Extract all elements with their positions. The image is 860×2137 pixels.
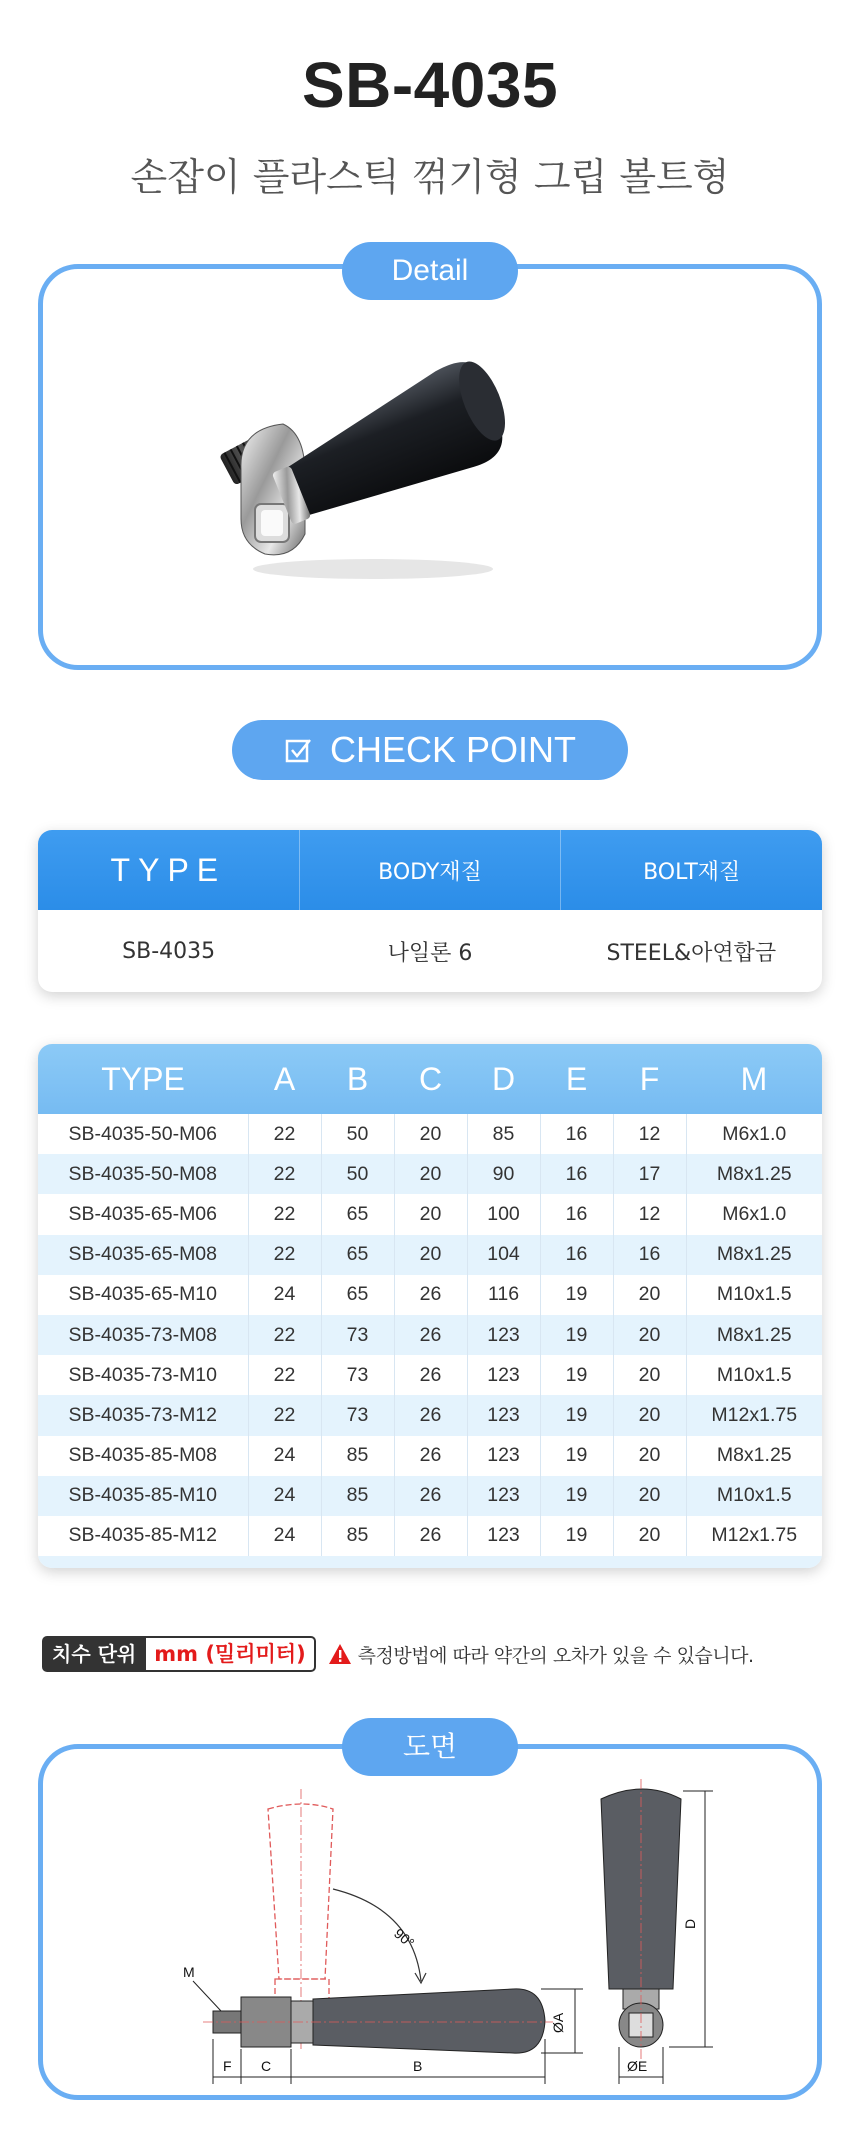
drawing-frame xyxy=(38,1744,822,2100)
spec-header-e: E xyxy=(540,1044,613,1114)
table-cell: 26 xyxy=(394,1275,467,1315)
check-point-label: CHECK POINT xyxy=(329,729,577,770)
table-cell: 20 xyxy=(394,1194,467,1234)
spec-header-f: F xyxy=(613,1044,686,1114)
material-bolt: STEEL&아연합금 xyxy=(606,940,777,966)
technical-drawing xyxy=(43,1749,817,2095)
table-cell: 26 xyxy=(394,1355,467,1395)
table-cell: 26 xyxy=(394,1476,467,1516)
product-image xyxy=(43,269,817,665)
table-cell: SB-4035-85-M08 xyxy=(38,1436,248,1476)
table-row xyxy=(38,1275,822,1315)
table-cell: M8x1.25 xyxy=(686,1235,822,1275)
table-cell: 16 xyxy=(540,1235,613,1275)
material-header-bolt: BOLT재질 xyxy=(560,830,822,910)
table-cell: M10x1.5 xyxy=(716,1363,792,1386)
table-cell: 100 xyxy=(467,1194,540,1234)
table-cell: M6x1.0 xyxy=(722,1202,787,1225)
table-cell: 73 xyxy=(321,1355,394,1395)
table-cell: 85 xyxy=(321,1436,394,1476)
table-cell: 12 xyxy=(613,1114,686,1154)
table-cell: 123 xyxy=(467,1436,540,1476)
table-cell: M10x1.5 xyxy=(686,1476,822,1516)
table-cell: SB-4035-50-M06 xyxy=(38,1114,248,1154)
table-cell: 17 xyxy=(613,1154,686,1194)
table-cell: 85 xyxy=(321,1516,394,1556)
table-row xyxy=(38,1476,822,1516)
table-cell: 19 xyxy=(540,1395,613,1435)
material-type: SB-4035 xyxy=(122,938,216,964)
table-cell: M6x1.0 xyxy=(722,1122,787,1145)
table-cell: 20 xyxy=(613,1275,686,1315)
table-cell: 20 xyxy=(394,1114,467,1154)
warning-icon xyxy=(328,1643,352,1665)
spec-table xyxy=(38,1044,822,1568)
table-cell: 20 xyxy=(613,1395,686,1435)
table-cell: 24 xyxy=(248,1476,321,1516)
measurement-warning: 측정방법에 따라 약간의 오차가 있을 수 있습니다. xyxy=(357,1644,754,1667)
table-cell: 22 xyxy=(248,1114,321,1154)
table-row xyxy=(38,1194,822,1234)
table-cell: 123 xyxy=(467,1395,540,1435)
table-cell: 85 xyxy=(321,1476,394,1516)
table-cell: 65 xyxy=(321,1275,394,1315)
table-cell: 12 xyxy=(613,1194,686,1234)
table-cell: 26 xyxy=(394,1395,467,1435)
dimension-e: ØE xyxy=(627,2058,648,2074)
table-cell: 19 xyxy=(540,1516,613,1556)
table-row xyxy=(38,1315,822,1355)
table-cell: 26 xyxy=(394,1436,467,1476)
table-cell: 16 xyxy=(613,1235,686,1275)
dimension-angle: 90° xyxy=(391,1925,418,1951)
material-table xyxy=(38,830,822,992)
table-cell: 20 xyxy=(613,1516,686,1556)
table-cell: 22 xyxy=(248,1315,321,1355)
unit-value: mm (밀리미터) xyxy=(146,1636,315,1672)
detail-frame xyxy=(38,264,822,670)
page-subtitle: 손잡이 플라스틱 꺾기형 그립 볼트형 xyxy=(130,155,730,199)
dimension-f: F xyxy=(223,2058,232,2074)
table-cell: SB-4035-85-M10 xyxy=(38,1476,248,1516)
material-header-type: TYPE xyxy=(110,851,227,888)
table-cell: 20 xyxy=(394,1235,467,1275)
table-cell: 26 xyxy=(394,1315,467,1355)
table-cell: 22 xyxy=(248,1154,321,1194)
table-cell: 22 xyxy=(248,1235,321,1275)
spec-header-m: M xyxy=(686,1044,822,1114)
table-cell: 19 xyxy=(540,1315,613,1355)
table-cell: 20 xyxy=(613,1315,686,1355)
table-cell: SB-4035-85-M12 xyxy=(38,1516,248,1556)
detail-label: Detail xyxy=(342,242,518,300)
checkbox-icon xyxy=(284,722,312,782)
table-cell: 19 xyxy=(540,1436,613,1476)
table-cell: 65 xyxy=(321,1194,394,1234)
table-row xyxy=(38,1355,822,1395)
table-cell: 22 xyxy=(248,1194,321,1234)
table-cell: 16 xyxy=(540,1154,613,1194)
table-cell: 20 xyxy=(613,1476,686,1516)
table-cell: 20 xyxy=(394,1154,467,1194)
table-footer-strip xyxy=(38,1556,822,1568)
spec-header-type: TYPE xyxy=(38,1044,248,1114)
table-cell: 104 xyxy=(467,1235,540,1275)
table-row xyxy=(38,1235,822,1275)
table-cell: SB-4035-50-M08 xyxy=(38,1154,248,1194)
table-cell: 50 xyxy=(321,1154,394,1194)
spec-header-b: B xyxy=(321,1044,394,1114)
page-title: SB-4035 xyxy=(301,49,559,121)
table-row xyxy=(38,1436,822,1476)
table-cell: SB-4035-73-M10 xyxy=(38,1355,248,1395)
table-cell: 26 xyxy=(394,1516,467,1556)
check-point-banner xyxy=(232,720,628,780)
table-cell: 20 xyxy=(613,1355,686,1395)
table-cell: 20 xyxy=(613,1436,686,1476)
table-cell: 73 xyxy=(321,1315,394,1355)
unit-note xyxy=(42,1636,754,1672)
table-cell: SB-4035-65-M06 xyxy=(38,1194,248,1234)
table-cell: 19 xyxy=(540,1476,613,1516)
table-cell: SB-4035-73-M12 xyxy=(38,1395,248,1435)
table-cell: 85 xyxy=(467,1114,540,1154)
table-row xyxy=(38,1154,822,1194)
unit-label: 치수 단위 xyxy=(42,1636,146,1672)
table-cell: 22 xyxy=(248,1395,321,1435)
table-cell: M8x1.25 xyxy=(686,1315,822,1355)
material-header-body: BODY재질 xyxy=(299,830,561,910)
table-cell: 65 xyxy=(321,1235,394,1275)
dimension-b: B xyxy=(413,2058,423,2074)
table-cell: 123 xyxy=(467,1315,540,1355)
table-row xyxy=(38,1516,822,1556)
material-body: 나일론 6 xyxy=(387,940,473,966)
table-cell: 16 xyxy=(540,1114,613,1154)
table-cell: 123 xyxy=(467,1476,540,1516)
drawing-label: 도면 xyxy=(342,1718,518,1776)
table-cell: 24 xyxy=(248,1275,321,1315)
table-cell: 73 xyxy=(321,1395,394,1435)
dimension-m: M xyxy=(183,1964,195,1980)
table-cell: 19 xyxy=(540,1355,613,1395)
table-cell: 90 xyxy=(467,1154,540,1194)
table-cell: M8x1.25 xyxy=(716,1444,792,1467)
dimension-a: ØA xyxy=(550,2012,566,2033)
table-cell: 16 xyxy=(540,1194,613,1234)
spec-header-a: A xyxy=(248,1044,321,1114)
dimension-c: C xyxy=(261,2058,272,2074)
table-cell: 123 xyxy=(467,1516,540,1556)
spec-header-c: C xyxy=(394,1044,467,1114)
spec-header-d: D xyxy=(467,1044,540,1114)
table-cell: SB-4035-65-M08 xyxy=(38,1235,248,1275)
table-cell: 19 xyxy=(540,1275,613,1315)
table-row xyxy=(38,1114,822,1154)
table-cell: SB-4035-73-M08 xyxy=(38,1315,248,1355)
dimension-d: D xyxy=(682,1918,698,1929)
table-cell: M8x1.25 xyxy=(686,1154,822,1194)
table-cell: M12x1.75 xyxy=(711,1524,798,1547)
table-cell: SB-4035-65-M10 xyxy=(38,1275,248,1315)
table-cell: M12x1.75 xyxy=(686,1395,822,1435)
table-cell: 123 xyxy=(467,1355,540,1395)
table-row xyxy=(38,1395,822,1435)
table-cell: 24 xyxy=(248,1436,321,1476)
table-cell: 22 xyxy=(248,1355,321,1395)
table-cell: M10x1.5 xyxy=(716,1283,792,1306)
table-cell: 116 xyxy=(467,1275,540,1315)
table-cell: 50 xyxy=(321,1114,394,1154)
table-cell: 24 xyxy=(248,1516,321,1556)
